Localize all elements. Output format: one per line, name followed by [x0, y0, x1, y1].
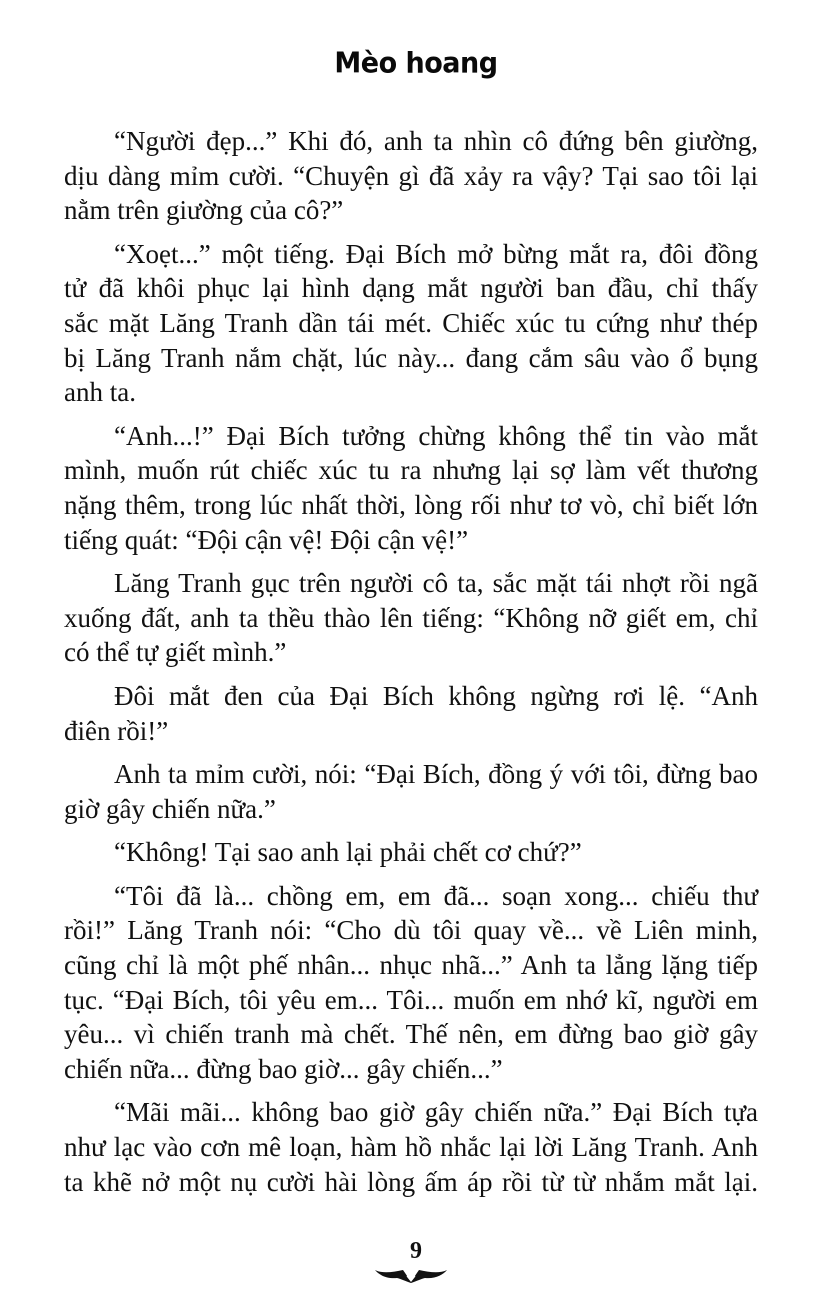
text-line: tử đã khôi phục lại hình dạng mắt người ban đầu, chỉ thấy [64, 273, 758, 304]
paragraph [64, 237, 758, 410]
text-line: xuống đất, anh ta thều thào lên tiếng: “Không nỡ giết em, chỉ [64, 602, 758, 633]
page-number: 9 [410, 1238, 422, 1264]
paragraph [64, 1095, 758, 1199]
text-line: giờ gây chiến nữa.” [64, 793, 276, 824]
text-line: “Mãi mãi... không bao giờ gây chiến nữa.” Đại Bích tựa [114, 1097, 758, 1128]
running-header-title: Mèo hoang [334, 47, 498, 80]
text-line: “Không! Tại sao anh lại phải chết cơ chứ?” [114, 837, 582, 868]
text-line: “Anh...!” Đại Bích tưởng chừng không thể tin vào mắt [114, 420, 758, 451]
text-line: như lạc vào cơn mê loạn, hàm hồ nhắc lại lời Lăng Tranh. Anh [64, 1132, 758, 1163]
text-line: Lăng Tranh gục trên người cô ta, sắc mặt tái nhợt rồi ngã [114, 568, 758, 599]
text-line: mình, muốn rút chiếc xúc tu ra nhưng lại sợ làm vết thương [64, 455, 758, 486]
text-line: điên rồi!” [64, 715, 169, 746]
paragraph [64, 419, 758, 557]
text-line: Đôi mắt đen của Đại Bích không ngừng rơi lệ. “Anh [114, 680, 758, 711]
text-line: cũng chỉ là một phế nhân... nhục nhã...” Anh ta lẳng lặng tiếp [64, 950, 758, 981]
text-line: rồi!” Lăng Tranh nói: “Cho dù tôi quay về... về Liên minh, [64, 915, 758, 946]
text-line: bị Lăng Tranh nắm chặt, lúc này... đang cắm sâu vào ổ bụng [64, 342, 758, 373]
paragraph [64, 566, 758, 670]
text-line: tục. “Đại Bích, tôi yêu em... Tôi... muốn em nhớ kĩ, người em [64, 984, 758, 1015]
text-line: nằm trên giường của cô?” [64, 195, 344, 226]
text-line: có thể tự giết mình.” [64, 637, 287, 668]
paragraph [64, 757, 758, 826]
text-line: dịu dàng mỉm cười. “Chuyện gì đã xảy ra vậy? Tại sao tôi lại [64, 160, 758, 191]
text-line: Anh ta mỉm cười, nói: “Đại Bích, đồng ý với tôi, đừng bao [114, 759, 758, 790]
text-line: nặng thêm, trong lúc nhất thời, lòng rối như tơ vò, chỉ biết lớn [64, 489, 758, 520]
text-line: anh ta. [64, 377, 136, 408]
paragraph [64, 835, 758, 870]
body-text [64, 124, 758, 1208]
paragraph [64, 124, 758, 228]
text-line: chiến nữa... đừng bao giờ... gây chiến...” [64, 1053, 503, 1084]
text-line: “Người đẹp...” Khi đó, anh ta nhìn cô đứng bên giường, [114, 126, 758, 156]
text-line: “Xoẹt...” một tiếng. Đại Bích mở bừng mắt ra, đôi đồng [114, 238, 758, 269]
text-line: yêu... vì chiến tranh mà chết. Thế nên, em đừng bao giờ gây [64, 1019, 758, 1050]
text-line: tiếng quát: “Đội cận vệ! Đội cận vệ!” [64, 524, 469, 555]
paragraph [64, 679, 758, 748]
text-line: “Tôi đã là... chồng em, em đã... soạn xong... chiếu thư [114, 880, 758, 911]
text-line: ta khẽ nở một nụ cười hài lòng ấm áp rồi từ từ nhắm mắt lại. [64, 1166, 758, 1197]
paragraph [64, 879, 758, 1087]
text-line: sắc mặt Lăng Tranh dần tái mét. Chiếc xúc tu cứng như thép [64, 307, 758, 338]
bat-wing-ornament-icon [373, 1266, 449, 1284]
